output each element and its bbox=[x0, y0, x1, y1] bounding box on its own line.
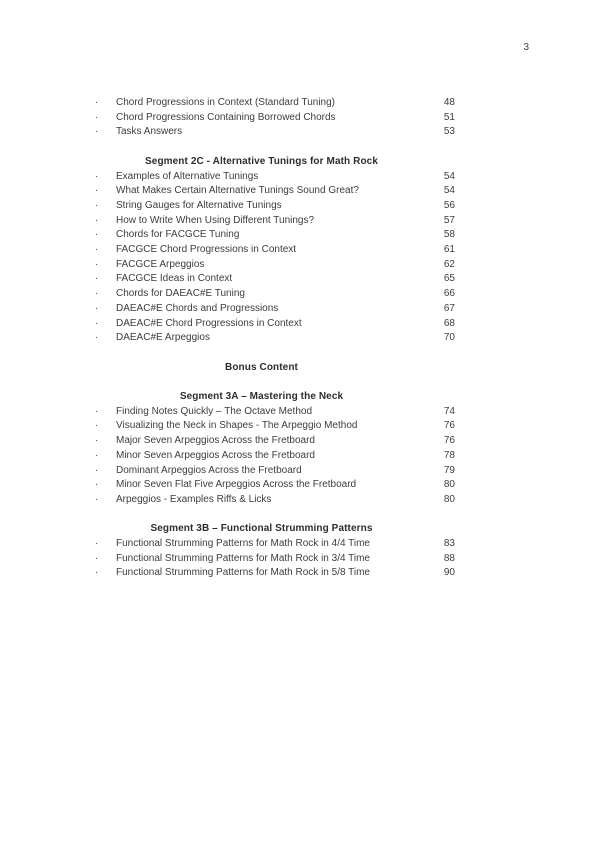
toc-entry bbox=[68, 214, 455, 229]
toc-entry-title: FACGCE Chord Progressions in Context bbox=[116, 244, 297, 256]
bullet-icon: · bbox=[95, 317, 99, 329]
toc-entry-page-number: 54 bbox=[443, 170, 455, 182]
toc-entry-page-number: 53 bbox=[443, 126, 455, 138]
toc-entry-title: Functional Strumming Patterns for Math Rock in 4/4 Time bbox=[116, 538, 370, 550]
toc-entry bbox=[68, 228, 455, 243]
toc-entry-title: Major Seven Arpeggios Across the Fretboard bbox=[116, 435, 315, 447]
toc-entry-title: Chords for FACGCE Tuning bbox=[116, 229, 240, 241]
toc-entry-page-number: 67 bbox=[443, 302, 455, 314]
toc-entry bbox=[68, 493, 455, 508]
bullet-icon: · bbox=[95, 493, 99, 505]
toc-entry-page-number: 76 bbox=[443, 435, 455, 447]
toc-entry bbox=[68, 302, 455, 317]
bullet-icon: · bbox=[95, 538, 99, 550]
bullet-icon: · bbox=[95, 435, 99, 447]
toc-entry-page-number: 68 bbox=[443, 317, 455, 329]
toc-entry-page-number: 48 bbox=[443, 97, 455, 108]
toc-entry-title: Chord Progressions Containing Borrowed Chords bbox=[116, 111, 336, 123]
toc-entry-page-number: 62 bbox=[443, 258, 455, 270]
bullet-icon: · bbox=[95, 97, 99, 108]
toc-entry-page-number: 80 bbox=[443, 479, 455, 491]
bullet-icon: · bbox=[95, 214, 99, 226]
toc-entry bbox=[68, 478, 455, 493]
toc-entry bbox=[68, 287, 455, 302]
toc-entry bbox=[68, 170, 455, 185]
toc-entry bbox=[68, 111, 455, 126]
toc-entry bbox=[68, 419, 455, 434]
toc-entry-title: Finding Notes Quickly – The Octave Method bbox=[116, 405, 313, 417]
bullet-icon: · bbox=[95, 420, 99, 432]
section-header: Segment 3A – Mastering the Neck bbox=[179, 391, 344, 403]
bullet-icon: · bbox=[95, 244, 99, 256]
bullet-icon: · bbox=[95, 567, 99, 579]
toc-entry bbox=[68, 96, 455, 111]
toc-entry bbox=[68, 243, 455, 258]
toc-entry-page-number: 78 bbox=[443, 449, 455, 461]
toc-section bbox=[68, 390, 455, 508]
toc-entry-page-number: 61 bbox=[443, 244, 455, 256]
bullet-icon: · bbox=[95, 464, 99, 476]
toc-section bbox=[68, 522, 455, 581]
toc-entry bbox=[68, 184, 455, 199]
toc-entry-title: String Gauges for Alternative Tunings bbox=[116, 199, 282, 211]
bullet-icon: · bbox=[95, 405, 99, 417]
page-number: 3 bbox=[523, 42, 529, 53]
toc-entry-title: Visualizing the Neck in Shapes - The Arpeggio Method bbox=[116, 420, 358, 432]
toc bbox=[68, 96, 455, 581]
toc-entry-title: DAEAC#E Chord Progressions in Context bbox=[116, 317, 302, 329]
toc-entry-title: Arpeggios - Examples Riffs & Licks bbox=[116, 493, 272, 505]
toc-entry bbox=[68, 317, 455, 332]
section-header: Segment 2C - Alternative Tunings for Math Rock bbox=[145, 155, 378, 167]
toc-entry-title: Functional Strumming Patterns for Math Rock in 5/8 Time bbox=[116, 567, 370, 579]
bullet-icon: · bbox=[95, 126, 99, 138]
toc-entry-title: Tasks Answers bbox=[116, 126, 183, 138]
toc-entry-page-number: 79 bbox=[443, 464, 455, 476]
toc-entry-title: FACGCE Arpeggios bbox=[116, 258, 205, 270]
bullet-icon: · bbox=[95, 185, 99, 197]
bullet-icon: · bbox=[95, 111, 99, 123]
toc-entry-page-number: 88 bbox=[443, 552, 455, 564]
toc-entry-page-number: 76 bbox=[443, 420, 455, 432]
toc-entry-title: Chord Progressions in Context (Standard Tuning) bbox=[116, 97, 336, 108]
toc-entry-title: What Makes Certain Alternative Tunings Sound Great? bbox=[116, 185, 359, 197]
toc-entry-page-number: 65 bbox=[443, 273, 455, 285]
toc-entry-page-number: 80 bbox=[443, 493, 455, 505]
toc-entry bbox=[68, 125, 455, 140]
toc-section bbox=[68, 155, 455, 346]
toc-entry-page-number: 74 bbox=[443, 405, 455, 417]
toc-entry-page-number: 56 bbox=[443, 199, 455, 211]
toc-entry-page-number: 83 bbox=[443, 538, 455, 550]
toc-entry bbox=[68, 199, 455, 214]
toc-entry-page-number: 70 bbox=[443, 332, 455, 344]
toc-entry-title: FACGCE Ideas in Context bbox=[116, 273, 233, 285]
toc-entry-page-number: 66 bbox=[443, 288, 455, 300]
bullet-icon: · bbox=[95, 170, 99, 182]
bullet-icon: · bbox=[95, 332, 99, 344]
bullet-icon: · bbox=[95, 479, 99, 491]
toc-entry-title: Minor Seven Arpeggios Across the Fretboard bbox=[116, 449, 315, 461]
toc-entry-page-number: 54 bbox=[443, 185, 455, 197]
toc-entry-page-number: 51 bbox=[443, 111, 455, 123]
toc-entry bbox=[68, 331, 455, 346]
toc-entry-title: DAEAC#E Chords and Progressions bbox=[116, 302, 279, 314]
bullet-icon: · bbox=[95, 302, 99, 314]
toc-entry bbox=[68, 434, 455, 449]
toc-entry bbox=[68, 537, 455, 552]
toc-entry-page-number: 90 bbox=[443, 567, 455, 579]
toc-entry-title: Chords for DAEAC#E Tuning bbox=[116, 288, 245, 300]
bullet-icon: · bbox=[95, 258, 99, 270]
toc-entry bbox=[68, 405, 455, 420]
toc-entry-title: Dominant Arpeggios Across the Fretboard bbox=[116, 464, 302, 476]
bullet-icon: · bbox=[95, 199, 99, 211]
toc-entry bbox=[68, 566, 455, 581]
toc-entry-title: DAEAC#E Arpeggios bbox=[116, 332, 210, 344]
toc-section bbox=[68, 96, 455, 140]
toc-entry-page-number: 57 bbox=[443, 214, 455, 226]
toc-section bbox=[68, 361, 455, 376]
toc-entry bbox=[68, 449, 455, 464]
bullet-icon: · bbox=[95, 273, 99, 285]
bullet-icon: · bbox=[95, 552, 99, 564]
section-header: Segment 3B – Functional Strumming Patterns bbox=[150, 523, 373, 535]
toc-entry-title: Minor Seven Flat Five Arpeggios Across the Fretboard bbox=[116, 479, 357, 491]
toc-entry bbox=[68, 552, 455, 567]
toc-entry-title: Examples of Alternative Tunings bbox=[116, 170, 259, 182]
toc-entry-page-number: 58 bbox=[443, 229, 455, 241]
bullet-icon: · bbox=[95, 229, 99, 241]
bullet-icon: · bbox=[95, 449, 99, 461]
toc-entry bbox=[68, 464, 455, 479]
toc-entry-title: How to Write When Using Different Tunings? bbox=[116, 214, 315, 226]
toc-entry bbox=[68, 258, 455, 273]
toc-entry bbox=[68, 272, 455, 287]
bullet-icon: · bbox=[95, 288, 99, 300]
section-header: Bonus Content bbox=[225, 361, 298, 373]
toc-entry-title: Functional Strumming Patterns for Math Rock in 3/4 Time bbox=[116, 552, 370, 564]
